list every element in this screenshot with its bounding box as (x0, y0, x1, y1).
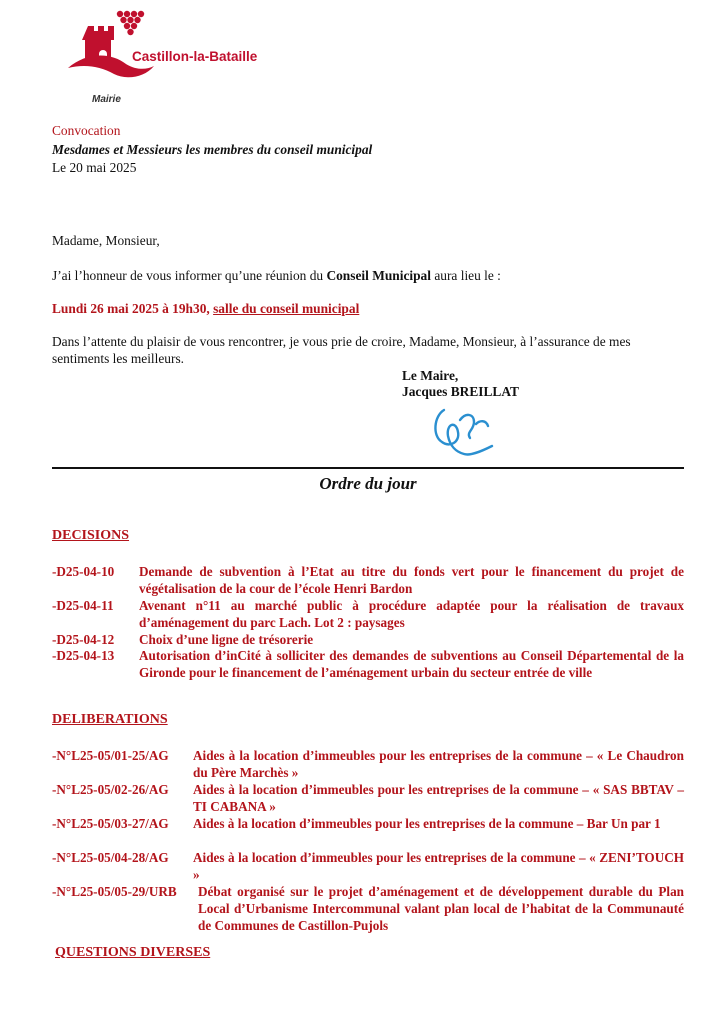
questions-heading: QUESTIONS DIVERSES (55, 945, 211, 960)
deliberation-code: -N°L25-05/02-26/AG (52, 782, 169, 797)
agenda-title: Ordre du jour (319, 474, 417, 493)
town-name: Castillon-la-Bataille (132, 49, 258, 64)
intro-bold: Conseil Municipal (326, 268, 431, 283)
decision-item (52, 597, 684, 631)
decision-code: -D25-04-13 (52, 648, 115, 663)
deliberation-text: Aides à la location d’immeubles pour les entreprises de la commune – « SAS BBTAV – TI CABANA » (193, 782, 684, 814)
agenda-divider (52, 467, 684, 469)
deliberation-text: Aides à la location d’immeubles pour les entreprises de la commune – « Le Chaudron du Père Marchès » (193, 748, 684, 780)
decision-text: Choix d’une ligne de trésorerie (139, 632, 314, 647)
decision-text: Avenant n°11 au marché public à procédure adaptée pour la réalisation de travaux d’aménagement du parc Lach. Lot 2 : paysages (139, 598, 684, 630)
intro-after: aura lieu le : (430, 268, 501, 283)
closing-paragraph: Dans l’attente du plaisir de vous rencontrer, je vous prie de croire, Madame, Monsieur, à l’assurance de mes sentiments les meilleurs. (52, 334, 631, 366)
deliberation-item (52, 883, 684, 934)
intro-paragraph (52, 268, 501, 284)
deliberation-item (52, 815, 684, 832)
signature-title: Le Maire, (402, 368, 459, 383)
decision-item (52, 563, 684, 597)
meeting-line (52, 301, 359, 317)
signature-scribble (430, 402, 500, 462)
decision-item (52, 631, 684, 648)
letter-date: Le 20 mai 2025 (52, 160, 137, 175)
deliberation-code: -N°L25-05/01-25/AG (52, 748, 169, 763)
deliberation-code: -N°L25-05/04-28/AG (52, 850, 169, 865)
meeting-datetime: Lundi 26 mai 2025 à 19h30, (52, 301, 214, 316)
decision-text: Demande de subvention à l’Etat au titre du fonds vert pour le financement du projet de végétalisation de la cour de l’école Henri Bardon (139, 564, 684, 596)
salutation: Madame, Monsieur, (52, 233, 160, 248)
deliberation-item (52, 781, 684, 815)
intro-before: J’ai l’honneur de vous informer qu’une réunion du (52, 268, 327, 283)
handwritten-signature-icon (430, 402, 500, 462)
decision-code: -D25-04-11 (52, 598, 114, 613)
decision-code: -D25-04-12 (52, 632, 115, 647)
deliberation-text: Débat organisé sur le projet d’aménagement et de développement durable du Plan Local d’Urbanisme Intercommunal valant plan local de l’habitat de la Communauté de Communes de Castillon-Pujols (198, 884, 684, 933)
decision-item (52, 647, 684, 681)
deliberation-item (52, 747, 684, 781)
deliberation-code: -N°L25-05/03-27/AG (52, 816, 169, 831)
deliberation-item (52, 849, 684, 883)
addressees: Mesdames et Messieurs les membres du conseil municipal (52, 142, 373, 157)
decision-text: Autorisation d’inCité à solliciter des demandes de subventions au Conseil Départemental de la Gironde pour le financement de l’aménagement urbain du secteur entrée de ville (139, 648, 684, 680)
decisions-heading: DECISIONS (52, 528, 130, 543)
deliberations-heading: DELIBERATIONS (52, 712, 168, 727)
deliberation-text: Aides à la location d’immeubles pour les entreprises de la commune – Bar Un par 1 (193, 816, 661, 831)
deliberation-code: -N°L25-05/05-29/URB (52, 884, 177, 899)
meeting-place: salle du conseil municipal (213, 301, 360, 316)
deliberation-text: Aides à la location d’immeubles pour les entreprises de la commune – « ZENI’TOUCH » (193, 850, 684, 882)
mairie-label: Mairie (92, 94, 121, 105)
convocation-label: Convocation (52, 123, 121, 138)
decision-code: -D25-04-10 (52, 564, 115, 579)
signature-name: Jacques BREILLAT (402, 384, 519, 399)
